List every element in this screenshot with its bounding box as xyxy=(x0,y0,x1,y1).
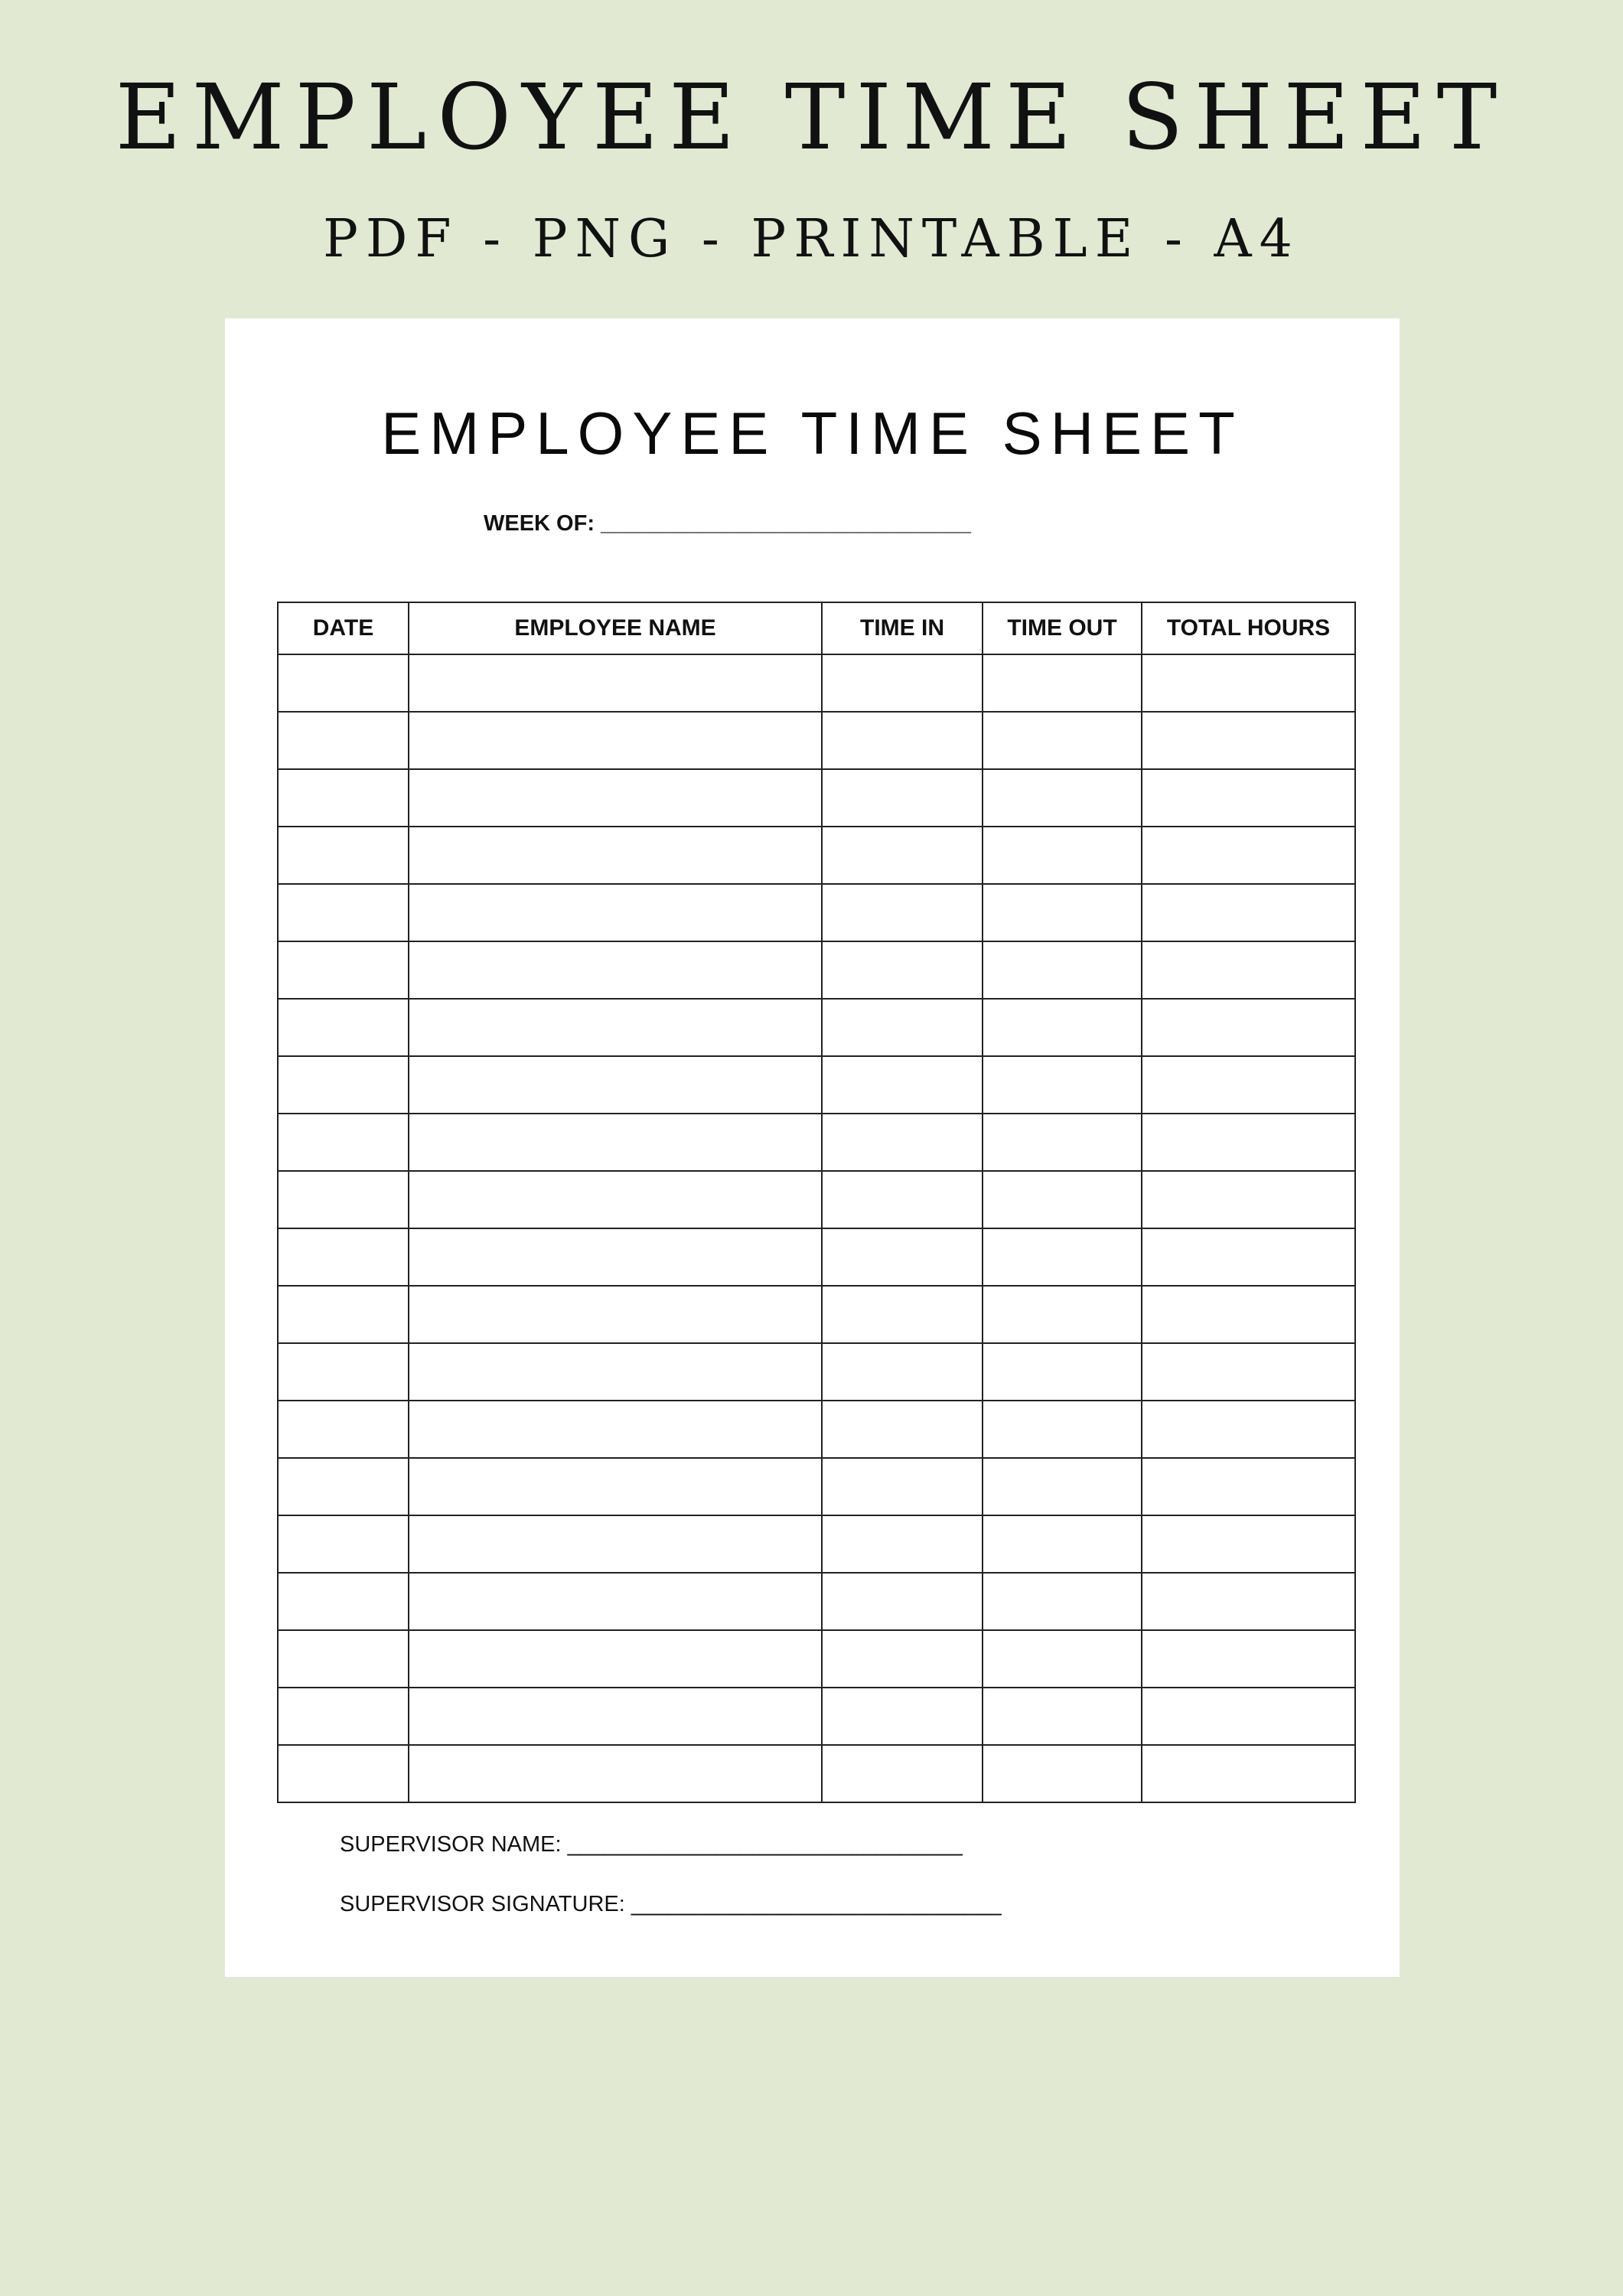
time-in-cell[interactable] xyxy=(822,1745,983,1802)
total-hours-cell[interactable] xyxy=(1142,712,1355,769)
date-cell[interactable] xyxy=(278,1228,409,1286)
table-row xyxy=(278,1630,1355,1688)
employee-name-cell[interactable] xyxy=(409,1228,822,1286)
employee-name-cell[interactable] xyxy=(409,999,822,1056)
time-out-cell[interactable] xyxy=(983,1688,1142,1745)
time-in-cell[interactable] xyxy=(822,712,983,769)
time-in-cell[interactable] xyxy=(822,1515,983,1573)
date-cell[interactable] xyxy=(278,827,409,884)
date-cell[interactable] xyxy=(278,1688,409,1745)
total-hours-cell[interactable] xyxy=(1142,827,1355,884)
employee-name-cell[interactable] xyxy=(409,769,822,827)
time-in-cell[interactable] xyxy=(822,654,983,712)
time-out-cell[interactable] xyxy=(983,769,1142,827)
table-row xyxy=(278,712,1355,769)
time-out-cell[interactable] xyxy=(983,1343,1142,1401)
date-cell[interactable] xyxy=(278,1286,409,1343)
total-hours-cell[interactable] xyxy=(1142,884,1355,941)
employee-name-cell[interactable] xyxy=(409,1056,822,1114)
employee-name-cell[interactable] xyxy=(409,712,822,769)
date-cell[interactable] xyxy=(278,1515,409,1573)
employee-name-cell[interactable] xyxy=(409,1630,822,1688)
table-row xyxy=(278,654,1355,712)
employee-name-cell[interactable] xyxy=(409,1401,822,1458)
date-cell[interactable] xyxy=(278,1114,409,1171)
date-cell[interactable] xyxy=(278,1343,409,1401)
time-in-cell[interactable] xyxy=(822,1114,983,1171)
date-cell[interactable] xyxy=(278,1171,409,1228)
time-in-cell[interactable] xyxy=(822,1343,983,1401)
table-row xyxy=(278,884,1355,941)
total-hours-cell[interactable] xyxy=(1142,999,1355,1056)
time-in-cell[interactable] xyxy=(822,999,983,1056)
time-in-cell[interactable] xyxy=(822,1401,983,1458)
time-out-cell[interactable] xyxy=(983,999,1142,1056)
date-cell[interactable] xyxy=(278,1745,409,1802)
time-out-cell[interactable] xyxy=(983,712,1142,769)
total-hours-cell[interactable] xyxy=(1142,1401,1355,1458)
time-out-cell[interactable] xyxy=(983,1401,1142,1458)
total-hours-cell[interactable] xyxy=(1142,654,1355,712)
total-hours-cell[interactable] xyxy=(1142,941,1355,999)
table-row xyxy=(278,1114,1355,1171)
supervisor-signature-field[interactable]: SUPERVISOR SIGNATURE: ______________________________ xyxy=(340,1892,1002,1916)
total-hours-cell[interactable] xyxy=(1142,1343,1355,1401)
time-in-cell[interactable] xyxy=(822,941,983,999)
employee-name-cell[interactable] xyxy=(409,884,822,941)
total-hours-cell[interactable] xyxy=(1142,769,1355,827)
time-out-cell[interactable] xyxy=(983,1171,1142,1228)
total-hours-cell[interactable] xyxy=(1142,1515,1355,1573)
employee-name-cell[interactable] xyxy=(409,654,822,712)
total-hours-cell[interactable] xyxy=(1142,1114,1355,1171)
timesheet-page xyxy=(225,318,1400,1977)
timesheet-table xyxy=(277,602,1356,1803)
column-header-time-in: TIME IN xyxy=(822,602,983,654)
time-out-cell[interactable] xyxy=(983,1228,1142,1286)
time-out-cell[interactable] xyxy=(983,1515,1142,1573)
banner-title: EMPLOYEE TIME SHEET xyxy=(115,64,1508,170)
total-hours-cell[interactable] xyxy=(1142,1745,1355,1802)
time-in-cell[interactable] xyxy=(822,1056,983,1114)
week-of-field[interactable]: WEEK OF: ______________________________ xyxy=(484,511,971,536)
employee-name-cell[interactable] xyxy=(409,1286,822,1343)
date-cell[interactable] xyxy=(278,941,409,999)
time-in-cell[interactable] xyxy=(822,1171,983,1228)
date-cell[interactable] xyxy=(278,999,409,1056)
table-row xyxy=(278,1515,1355,1573)
date-cell[interactable] xyxy=(278,1056,409,1114)
column-header-date: DATE xyxy=(278,602,409,654)
table-header-row xyxy=(278,602,1355,654)
employee-name-cell[interactable] xyxy=(409,1745,822,1802)
table-row xyxy=(278,1228,1355,1286)
time-out-cell[interactable] xyxy=(983,884,1142,941)
time-in-cell[interactable] xyxy=(822,1573,983,1630)
total-hours-cell[interactable] xyxy=(1142,1228,1355,1286)
table-row xyxy=(278,1458,1355,1515)
date-cell[interactable] xyxy=(278,1458,409,1515)
total-hours-cell[interactable] xyxy=(1142,1286,1355,1343)
date-cell[interactable] xyxy=(278,1573,409,1630)
total-hours-cell[interactable] xyxy=(1142,1688,1355,1745)
table-row xyxy=(278,1573,1355,1630)
total-hours-cell[interactable] xyxy=(1142,1630,1355,1688)
column-header-total-hours: TOTAL HOURS xyxy=(1142,602,1355,654)
time-out-cell[interactable] xyxy=(983,1286,1142,1343)
time-in-cell[interactable] xyxy=(822,1228,983,1286)
table-row xyxy=(278,1343,1355,1401)
employee-name-cell[interactable] xyxy=(409,1515,822,1573)
time-in-cell[interactable] xyxy=(822,827,983,884)
employee-name-cell[interactable] xyxy=(409,1688,822,1745)
employee-name-cell[interactable] xyxy=(409,1343,822,1401)
time-out-cell[interactable] xyxy=(983,1056,1142,1114)
time-out-cell[interactable] xyxy=(983,1745,1142,1802)
employee-name-cell[interactable] xyxy=(409,1114,822,1171)
time-in-cell[interactable] xyxy=(822,1688,983,1745)
total-hours-cell[interactable] xyxy=(1142,1056,1355,1114)
table-row xyxy=(278,1688,1355,1745)
employee-name-cell[interactable] xyxy=(409,941,822,999)
date-cell[interactable] xyxy=(278,1401,409,1458)
table-row xyxy=(278,1056,1355,1114)
time-in-cell[interactable] xyxy=(822,1630,983,1688)
table-row xyxy=(278,769,1355,827)
date-cell[interactable] xyxy=(278,712,409,769)
date-cell[interactable] xyxy=(278,769,409,827)
employee-name-cell[interactable] xyxy=(409,827,822,884)
employee-name-cell[interactable] xyxy=(409,1458,822,1515)
time-in-cell[interactable] xyxy=(822,1458,983,1515)
column-header-employee-name: EMPLOYEE NAME xyxy=(409,602,822,654)
table-row xyxy=(278,1286,1355,1343)
timesheet-body xyxy=(278,654,1355,1802)
time-out-cell[interactable] xyxy=(983,654,1142,712)
time-out-cell[interactable] xyxy=(983,941,1142,999)
total-hours-cell[interactable] xyxy=(1142,1171,1355,1228)
time-out-cell[interactable] xyxy=(983,1458,1142,1515)
time-out-cell[interactable] xyxy=(983,827,1142,884)
time-out-cell[interactable] xyxy=(983,1630,1142,1688)
time-in-cell[interactable] xyxy=(822,884,983,941)
employee-name-cell[interactable] xyxy=(409,1573,822,1630)
total-hours-cell[interactable] xyxy=(1142,1573,1355,1630)
supervisor-name-field[interactable]: SUPERVISOR NAME: ________________________________ xyxy=(340,1832,963,1857)
employee-name-cell[interactable] xyxy=(409,1171,822,1228)
column-header-time-out: TIME OUT xyxy=(983,602,1142,654)
table-row xyxy=(278,999,1355,1056)
table-row xyxy=(278,827,1355,884)
table-row xyxy=(278,1171,1355,1228)
time-out-cell[interactable] xyxy=(983,1573,1142,1630)
banner-subtitle: PDF - PNG - PRINTABLE - A4 xyxy=(323,209,1300,269)
time-in-cell[interactable] xyxy=(822,1286,983,1343)
sheet-title: EMPLOYEE TIME SHEET xyxy=(381,400,1243,467)
date-cell[interactable] xyxy=(278,1630,409,1688)
time-out-cell[interactable] xyxy=(983,1114,1142,1171)
table-row xyxy=(278,941,1355,999)
time-in-cell[interactable] xyxy=(822,769,983,827)
date-cell[interactable] xyxy=(278,884,409,941)
table-row xyxy=(278,1745,1355,1802)
total-hours-cell[interactable] xyxy=(1142,1458,1355,1515)
table-row xyxy=(278,1401,1355,1458)
date-cell[interactable] xyxy=(278,654,409,712)
